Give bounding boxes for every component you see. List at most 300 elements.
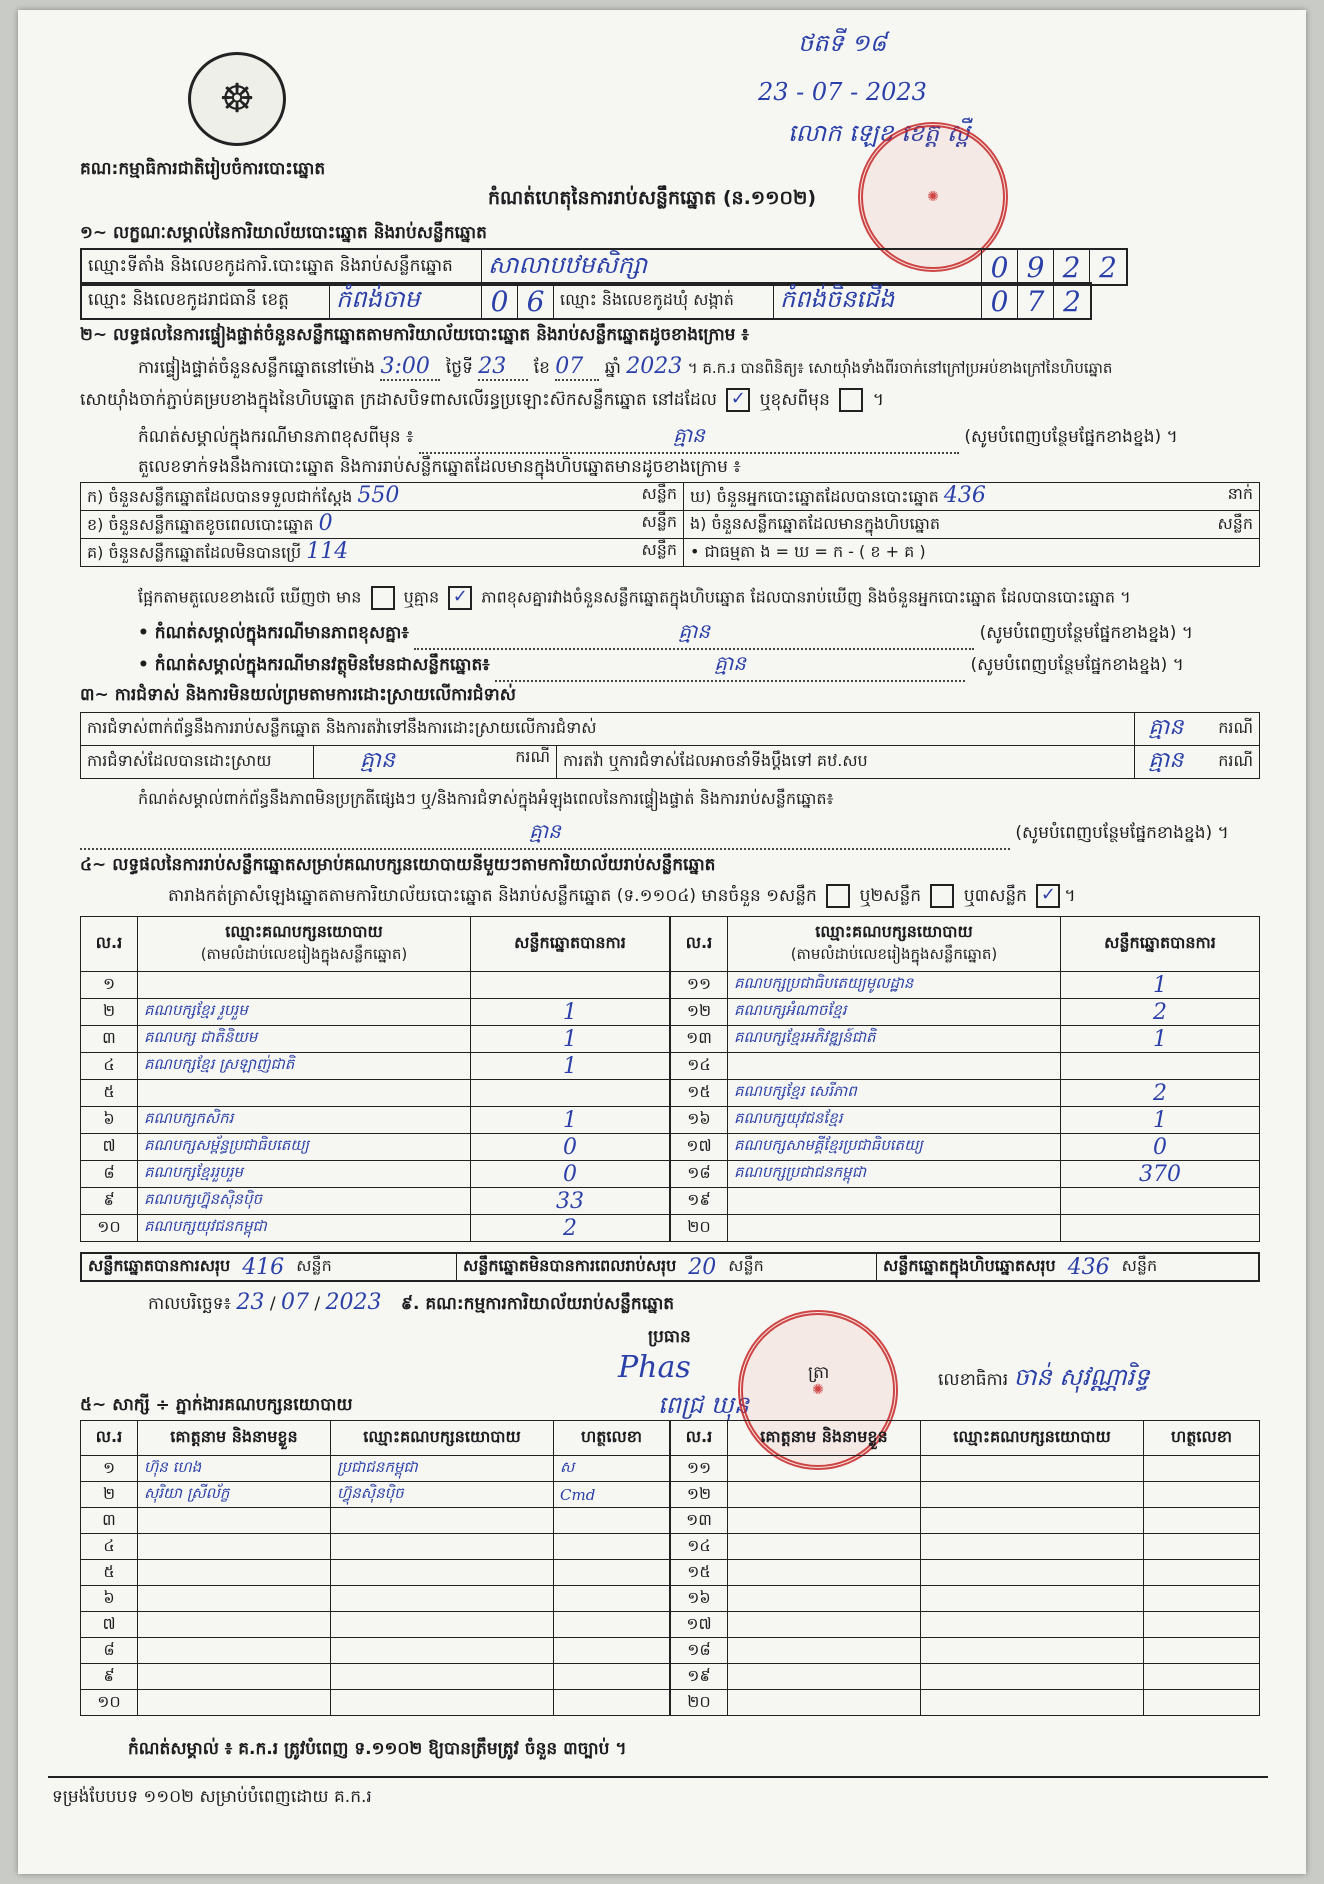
no-difference-checkbox[interactable]: ✓ [448,586,472,610]
bullet1-value: គ្មាន [414,618,974,650]
witness-row [671,1482,1260,1508]
witness-name [138,1586,331,1612]
row-number: ២០ [671,1690,728,1716]
witness-party [331,1612,554,1638]
vote-count: 2 [1061,999,1260,1026]
row1-digit: 0 [982,250,1018,284]
col-no-header: ល.រ [671,917,728,972]
party-name: គណបក្សហ្វ៊ុនស៊ិនប៉ិច [138,1188,471,1215]
total-box-cell: សន្លឹកឆ្នោតក្នុងហិបឆ្នោតសរុប 436 សន្លឹក [883,1254,1158,1280]
section2-para1 [138,354,1112,382]
witness-row [81,1690,670,1716]
vote-count: 1 [471,999,670,1026]
witness-table-left [80,1420,670,1716]
left-cell: គ) ចំនួនសន្លឹកឆ្នោតដែលមិនបានប្រើ 114 សន្លឹក [81,539,684,567]
witness-name [728,1534,921,1560]
party-name: គណបក្សខ្មែរ ស្រឡាញ់ជាតិ [138,1053,471,1080]
vote-count: 1 [1061,1107,1260,1134]
witness-party [331,1664,554,1690]
count-time: 3:00 [380,354,440,381]
witness-row [81,1586,670,1612]
para1-text-e: ។ គ.ក.រ បានពិនិត្យ៖ សោយ៉ាំងទាំងពីរចាក់នៅក្រៅប្រអប់ខាងក្រៅនៃហិបឆ្នោត [687,359,1113,377]
party-name: គណបក្សសាមគ្គីខ្មែរប្រជាធិបតេយ្យ [728,1134,1061,1161]
row-number: ១៨ [671,1638,728,1664]
count-day: 23 [478,354,528,381]
row-number: ៩ [81,1664,138,1690]
party-vote-row [81,972,670,999]
org-name: គណ:កម្មាធិការជាតិរៀបចំការបោះឆ្នោត [80,159,326,179]
witness-signature [554,1534,670,1560]
bullet2-value: គ្មាន [495,650,965,682]
witness-name [138,1690,331,1716]
section2-bullet2 [138,650,1184,682]
witness-signature: Cmd [554,1482,670,1508]
nec-emblem-icon: ☸ [188,52,286,146]
section1-row1 [80,248,1128,286]
vote-count: 370 [1061,1161,1260,1188]
total-valid-cell: សន្លឹកឆ្នោតបានការសរុប 416 សន្លឹក [82,1254,457,1280]
signature-date-line: កាលបរិច្ឆេទ៖ 23 / 07 / 2023 ៩. គណ:កម្មការការិយាល័យរាប់សន្លឹកឆ្នោត [148,1290,675,1315]
party-vote-row [671,1053,1260,1080]
para3-note: (សូមបំពេញបន្ថែមផ្នែកខាងខ្នង) ។ [964,427,1178,447]
row-number: ១៩ [671,1664,728,1690]
spoiled-count: 0 [318,511,333,536]
official-stamp-top: ✺ [858,122,1008,272]
para1-text-d: ឆ្នាំ [604,358,621,378]
vote-count: 0 [1061,1134,1260,1161]
witness-row [671,1690,1260,1716]
row-number: ៨ [81,1161,138,1188]
witness-signature [554,1690,670,1716]
row2-label-a: ឈ្មោះ និងលេខកូដរាជធានី ខេត្ត [82,284,330,318]
para1-text-a: ការផ្ទៀងផ្ទាត់ចំនួនសន្លឹកឆ្នោតនៅម៉ោង [138,358,376,378]
witness-name [728,1612,921,1638]
left-cell: ក) ចំនួនសន្លឹកឆ្នោតដែលបានទទួលជាក់ស្តែង 550 សន្លឹក [81,483,684,511]
row1-digit: 2 [1054,250,1090,284]
chair-signature: Phas [618,1350,691,1385]
witness-header-row [81,1421,670,1456]
party-vote-row [671,972,1260,999]
bullet2-note: (សូមបំពេញបន្ថែមផ្នែកខាងខ្នង) ។ [970,655,1184,675]
total-invalid-cell: សន្លឹកឆ្នោតមិនបានការពេលរាប់សរុប 20 សន្លឹក [457,1254,877,1280]
party-name: គណបក្សខ្មែរ រួបរួម [138,999,471,1026]
section4-heading: ៤~ លទ្ធផលនៃការរាប់សន្លឹកឆ្នោតសម្រាប់គណបក្សនយោបាយនីមួយៗតាមការិយាល័យរាប់សន្លឹកឆ្នោត [80,855,716,875]
votes-header-row [81,917,670,972]
witness-row [81,1482,670,1508]
witness-signature [1144,1664,1260,1690]
witness-party [331,1586,554,1612]
secretary-signature: ចាន់ សុវណ្ណារិទ្ធ [1013,1363,1150,1391]
para3-value: គ្មាន [419,422,959,454]
witness-party [331,1508,554,1534]
total-invalid-value: 20 [688,1254,717,1280]
section2-para5 [138,586,1131,611]
col-no-header: ល.រ [81,1421,138,1456]
party-name [138,1080,471,1107]
row-number: ៥ [81,1560,138,1586]
row-number: ១៣ [671,1026,728,1053]
party-name: គណបក្សកសិករ [138,1107,471,1134]
vote-count: 1 [1061,972,1260,999]
witness-name [728,1508,921,1534]
party-vote-row [81,1161,670,1188]
row2-value-a: កំពង់ចាម [330,284,482,318]
witness-row [671,1612,1260,1638]
handwritten-date: 23 - 07 - 2023 [758,78,927,106]
witness-row [671,1534,1260,1560]
party-name: គណបក្សខ្មែររួបរួម [138,1161,471,1188]
row-number: ១៤ [671,1534,728,1560]
para5-text-a: ផ្អែកតាមតួលេខខាងលើ ឃើញថា មាន [138,587,362,607]
witness-row [671,1456,1260,1482]
vote-count [1061,1053,1260,1080]
section3-note [80,818,1229,850]
witness-signature [1144,1560,1260,1586]
col-votes-header: សន្លឹកឆ្នោតបានការ [471,917,670,972]
witness-party [331,1690,554,1716]
row2-digit-b: 7 [1018,284,1054,318]
party-name: គណបក្សសម្ព័ន្ធប្រជាធិបតេយ្យ [138,1134,471,1161]
row-number: ៧ [81,1134,138,1161]
witness-party [921,1586,1144,1612]
one-sheet-checkbox[interactable] [826,884,850,908]
vote-count: 1 [1061,1026,1260,1053]
stamp-label: ត្រា [808,1363,830,1383]
ballot-row [81,511,1260,539]
witness-party [921,1456,1144,1482]
party-name: គណបក្សអំណាចខ្មែរ [728,999,1061,1026]
party-vote-row [81,999,670,1026]
witness-signature [1144,1638,1260,1664]
party-vote-row [671,1080,1260,1107]
witness-signature [1144,1456,1260,1482]
resolved-value: គ្មាន [360,748,395,773]
witness-row [81,1560,670,1586]
appeal-label: ការតវ៉ា ឬការជំទាស់ដែលអាចនាំទីងប្តឹងទៅ គឋ.សប [557,746,1135,779]
witness-row [81,1664,670,1690]
total-valid-value: 416 [242,1254,285,1280]
party-vote-row [671,1161,1260,1188]
page-title: កំណត់ហេតុនៃការរាប់សន្លឹកឆ្នោត (ន.១១០២) [488,187,817,209]
row-number: ៣ [81,1508,138,1534]
changed-checkbox[interactable] [839,388,863,412]
vote-count [471,972,670,999]
witness-name [728,1586,921,1612]
secretary-line [938,1362,1150,1397]
col-party-header: ឈ្មោះគណបក្សនយោបាយ [331,1421,554,1456]
row-number: ៤ [81,1053,138,1080]
row-number: ៤ [81,1534,138,1560]
two-sheets-checkbox[interactable] [930,884,954,908]
para2-text: សោយ៉ាំងចាក់ភ្ជាប់គម្របខាងក្នុងនៃហិបឆ្នោត ក្រដាសបិទពាសលើរន្ធប្រឡោះស៊កសន្លឹកឆ្នោត នៅដដែល [80,390,717,410]
witness-signature [554,1638,670,1664]
witness-party [921,1482,1144,1508]
row-number: ២០ [671,1215,728,1242]
col-name-header: គោត្តនាម និងនាមខ្លួន [138,1421,331,1456]
party-votes-table-right [670,916,1260,1242]
section3-heading: ៣~ ការជំទាស់ និងការមិនយល់ព្រមតាមការដោះស្រាយលើការជំទាស់ [80,685,516,705]
right-cell: ង) ចំនួនសន្លឹកឆ្នោតដែលមានក្នុងហិបឆ្នោត សន្លឹក [684,511,1260,539]
witness-signature [554,1586,670,1612]
sign-day: 23 [236,1290,265,1315]
section2-para2: សោយ៉ាំងចាក់ភ្ជាប់គម្របខាងក្នុងនៃហិបឆ្នោត ក្រដាសបិទពាសលើរន្ធប្រឡោះស៊កសន្លឹកឆ្នោត នៅដដែល ✓ ឬខុសពីមុន ។ [80,388,884,410]
witness-name: សុរិយា ស្រីល័ក្ខ [138,1482,331,1508]
appeal-unit: ករណី [1197,746,1260,779]
col-party-header: ឈ្មោះគណបក្សនយោបាយ (តាមលំដាប់លេខរៀងក្នុងសន្លឹកឆ្នោត) [728,917,1061,972]
row-number: ១៥ [671,1080,728,1107]
right-cell: ឃ) ចំនួនអ្នកបោះឆ្នោតដែលបានបោះឆ្នោត 436 នាក់ [684,483,1260,511]
party-name: គណបក្សខ្មែរអភិវឌ្ឍន៍ជាតិ [728,1026,1061,1053]
committee-label: ៩. គណ:កម្មការការិយាល័យរាប់សន្លឹកឆ្នោត [400,1294,675,1314]
row-number: ១០ [81,1690,138,1716]
row-number: ២ [81,1482,138,1508]
vote-count: 1 [471,1026,670,1053]
resolved-label: ការជំទាស់ដែលបានដោះស្រាយ [81,746,314,779]
party-name: គណបក្សប្រជាធិបតេយ្យមូលដ្ឋាន [728,972,1061,999]
witness-name [138,1508,331,1534]
witness-party [921,1638,1144,1664]
vote-count [1061,1215,1260,1242]
party-vote-row [671,1107,1260,1134]
col-sign-header: ហត្ថលេខា [1144,1421,1260,1456]
row-number: ១២ [671,999,728,1026]
right-cell: • ជាធម្មតា ង = ឃ = ក - ( ខ + គ ) [684,539,1260,567]
section2-bullet1 [138,618,1193,650]
witness-party [331,1534,554,1560]
witness-name: ហ៊ុន ហេង [138,1456,331,1482]
total-box-value: 436 [1067,1254,1110,1280]
witness-signature [1144,1690,1260,1716]
row2-digit-b: 0 [982,284,1018,318]
form-sheet [18,10,1306,1874]
row-number: ១៣ [671,1508,728,1534]
bullet1-label: • កំណត់សម្គាល់ក្នុងករណីមានភាពខុសគ្នា៖ [138,623,409,643]
votes-header-row [671,917,1260,972]
col-votes-header: សន្លឹកឆ្នោតបានការ [1061,917,1260,972]
witness-signature [1144,1612,1260,1638]
row-number: ១០ [81,1215,138,1242]
witness-party [331,1638,554,1664]
party-vote-row [81,1134,670,1161]
objection-row [81,746,1260,779]
party-name [728,1188,1061,1215]
party-name [138,972,471,999]
para2-or: ឬខុសពីមុន [759,390,830,410]
witness-name [728,1456,921,1482]
witness-row [81,1534,670,1560]
handwritten-note-1: ថតទី ១៨ [798,29,887,57]
witness-signature [554,1508,670,1534]
party-vote-row [81,1053,670,1080]
row1-label: ឈ្មោះទីតាំង និងលេខកូដការិ.បោះឆ្នោត និងរាប់សន្លឹកឆ្នោត [82,250,482,284]
row-number: ១១ [671,1456,728,1482]
row2-digit-a: 6 [518,284,554,318]
party-name [728,1215,1061,1242]
witness-signature [554,1612,670,1638]
vote-count: 2 [1061,1080,1260,1107]
witness-party: ហ៊្វុនស៊ិនប៉ិច [331,1482,554,1508]
row-number: ៨ [81,1638,138,1664]
vote-count: 1 [471,1053,670,1080]
col-no-header: ល.រ [671,1421,728,1456]
witness-row [81,1456,670,1482]
section3-note-fill: (សូមបំពេញបន្ថែមផ្នែកខាងខ្នង) ។ [1015,823,1229,843]
section4-intro: តារាងកត់ត្រាសំឡេងឆ្នោតតាមការិយាល័យបោះឆ្នោត និងរាប់សន្លឹកឆ្នោត (ទ.១១០៤) មានចំនួន ១សន្លឹក ឬ២សន្លឹក ឬ៣សន្លឹក ✓ ។ [168,884,1076,906]
witness-signature [554,1664,670,1690]
witness-party [921,1534,1144,1560]
row-number: ១៥ [671,1560,728,1586]
row-number: ១៨ [671,1161,728,1188]
row-number: ៩ [81,1188,138,1215]
chair-name: ពេជ្រ ឃុន [658,1391,749,1419]
witness-row [671,1508,1260,1534]
row-number: ១៦ [671,1107,728,1134]
party-vote-row [671,1134,1260,1161]
section3-note-value: គ្មាន [80,818,1010,850]
left-cell: ខ) ចំនួនសន្លឹកឆ្នោតខូចពេលបោះឆ្នោត 0 សន្លឹក [81,511,684,539]
row-number: ៦ [81,1107,138,1134]
witness-name [138,1560,331,1586]
witness-name [138,1664,331,1690]
col-sign-header: ហត្ថលេខា [554,1421,670,1456]
witness-row [81,1638,670,1664]
col-no-header: ល.រ [81,917,138,972]
row-number: ៥ [81,1080,138,1107]
row-number: ១៩ [671,1188,728,1215]
row1-digit: 2 [1099,250,1117,284]
row2-label-b: ឈ្មោះ និងលេខកូដឃុំ សង្កាត់ [554,284,774,318]
para5-text-c: ភាពខុសគ្នារវាងចំនួនសន្លឹកឆ្នោតក្នុងហិបឆ្នោត ដែលបានរាប់ឃើញ និងចំនួនអ្នកបោះឆ្នោត ដែលបានបោះឆ្នោត ។ [481,587,1131,607]
intro-text-a: តារាងកត់ត្រាសំឡេងឆ្នោតតាមការិយាល័យបោះឆ្នោត និងរាប់សន្លឹកឆ្នោត (ទ.១១០៤) មានចំនួន ១សន្លឹក [168,886,817,906]
unused-count: 114 [306,539,349,564]
col-name-header: គោត្តនាម និងនាមខ្លួន [728,1421,921,1456]
party-vote-row [671,1188,1260,1215]
secretary-label: លេខាធិការ [938,1370,1009,1390]
para3-label: កំណត់សម្គាល់ក្នុងករណីមានភាពខុសពីមុន ៖ [138,427,414,447]
party-vote-row [81,1026,670,1053]
party-votes-table-left [80,916,670,1242]
appeal-value: គ្មាន [1134,746,1197,779]
date-label: កាលបរិច្ឆេទ៖ [148,1294,232,1314]
footer-text: ទម្រង់បែបបទ ១១០២ សម្រាប់បំពេញដោយ គ.ក.រ [52,1787,372,1807]
row-number: ១ [81,1456,138,1482]
vote-count: 0 [471,1134,670,1161]
party-name [728,1053,1061,1080]
party-vote-row [81,1188,670,1215]
witness-signature [1144,1534,1260,1560]
handwritten-note-2: លោក ឡេខ ​ខេត្ត ស្ពឺ [788,119,970,147]
party-vote-row [81,1107,670,1134]
party-vote-row [671,999,1260,1026]
col-party-header: ឈ្មោះគណបក្សនយោបាយ [921,1421,1144,1456]
official-stamp-bottom: ✺ [738,1310,898,1470]
ballot-row [81,539,1260,567]
witness-name [728,1560,921,1586]
bullet2-label: • កំណត់សម្គាល់ក្នុងករណីមានវត្ថុមិនមែនជាសន្លឹកឆ្នោត៖ [138,655,490,675]
para5-text-b: ឬគ្មាន [403,587,440,607]
witness-signature [554,1560,670,1586]
three-sheets-checkbox[interactable]: ✓ [1036,884,1060,908]
witness-party [921,1560,1144,1586]
row-number: ១ [81,972,138,999]
row-number: ១៤ [671,1053,728,1080]
row1-value: សាលាបឋមសិក្សា [482,250,982,284]
count-year: 2023 [626,354,683,379]
row-number: ១៧ [671,1134,728,1161]
objection-unit: ករណី [1197,713,1260,746]
section5-note: កំណត់សម្គាល់ ៖ គ.ក.រ ត្រូវបំពេញ ទ.១១០២ ឱ្យបានត្រឹមត្រូវ ចំនួន ៣ច្បាប់ ។ [128,1739,627,1759]
witness-signature [1144,1586,1260,1612]
witness-party: ប្រជាជនកម្ពុជា [331,1456,554,1482]
vote-count: 2 [471,1215,670,1242]
has-difference-checkbox[interactable] [371,586,395,610]
witness-party [921,1690,1144,1716]
witness-row [671,1560,1260,1586]
row-number: ៣ [81,1026,138,1053]
witness-row [81,1508,670,1534]
witness-party [921,1612,1144,1638]
row2-digit-b: 2 [1063,284,1081,318]
row-number: ១២ [671,1482,728,1508]
voters-count: 436 [943,483,986,508]
row-number: ១៧ [671,1612,728,1638]
witness-party [331,1560,554,1586]
intro-text-c: ឬ៣សន្លឹក [963,886,1027,906]
witness-party [921,1664,1144,1690]
witness-row [671,1664,1260,1690]
count-month: 07 [555,354,599,381]
resolved-cell: គ្មាន ករណី [314,746,557,779]
witness-name [138,1612,331,1638]
vote-count [471,1080,670,1107]
witness-row [81,1612,670,1638]
witness-name [728,1482,921,1508]
vote-count: 0 [471,1161,670,1188]
witness-row [671,1586,1260,1612]
intro-text-b: ឬ២សន្លឹក [859,886,922,906]
objection-value: គ្មាន [1134,713,1197,746]
section1-heading: ១~ លក្ខណៈសម្គាល់នៃការិយាល័យបោះឆ្នោត និងរាប់សន្លឹកឆ្នោត [80,223,487,243]
bullet1-note: (សូមបំពេញបន្ថែមផ្នែកខាងខ្នង) ។ [979,623,1193,643]
witness-table-right [670,1420,1260,1716]
party-name: គណបក្ស ជាតិនិយម [138,1026,471,1053]
party-vote-row [81,1080,670,1107]
row-number: ១៦ [671,1586,728,1612]
section5-heading: ៥~ សាក្សី ÷ ភ្នាក់ងារគណបក្សនយោបាយ [80,1395,353,1415]
witness-signature [1144,1508,1260,1534]
row-number: ១១ [671,972,728,999]
footer-rule [48,1776,1268,1778]
witness-name [728,1690,921,1716]
sign-month: 07 [280,1290,309,1315]
party-vote-row [671,1215,1260,1242]
witness-name [728,1664,921,1690]
party-name: គណបក្សខ្មែរ សេរីភាព [728,1080,1061,1107]
received-count: 550 [357,483,400,508]
ballot-figures-table [80,482,1260,567]
vote-count: 1 [471,1107,670,1134]
objection-row [81,713,1260,746]
row-number: ២ [81,999,138,1026]
section1-row2 [80,282,1092,320]
party-vote-row [671,1026,1260,1053]
objections-table [80,712,1260,779]
section2-heading: ២~ លទ្ធផលនៃការផ្ទៀងផ្ទាត់ចំនួនសន្លឹកឆ្នោតតាមការិយាល័យបោះឆ្នោត និងរាប់សន្លឹកឆ្នោតដូចខាងក្រោម ៖ [80,325,749,345]
objection-label: ការជំទាស់ពាក់ព័ន្ធនឹងការរាប់សន្លឹកឆ្នោត និងការតវ៉ាទៅនឹងការដោះស្រាយលើការជំទាស់ [81,713,1135,746]
party-name: គណបក្សយុវជនខ្មែរ [728,1107,1061,1134]
witness-party [921,1508,1144,1534]
same-checkbox[interactable]: ✓ [726,388,750,412]
